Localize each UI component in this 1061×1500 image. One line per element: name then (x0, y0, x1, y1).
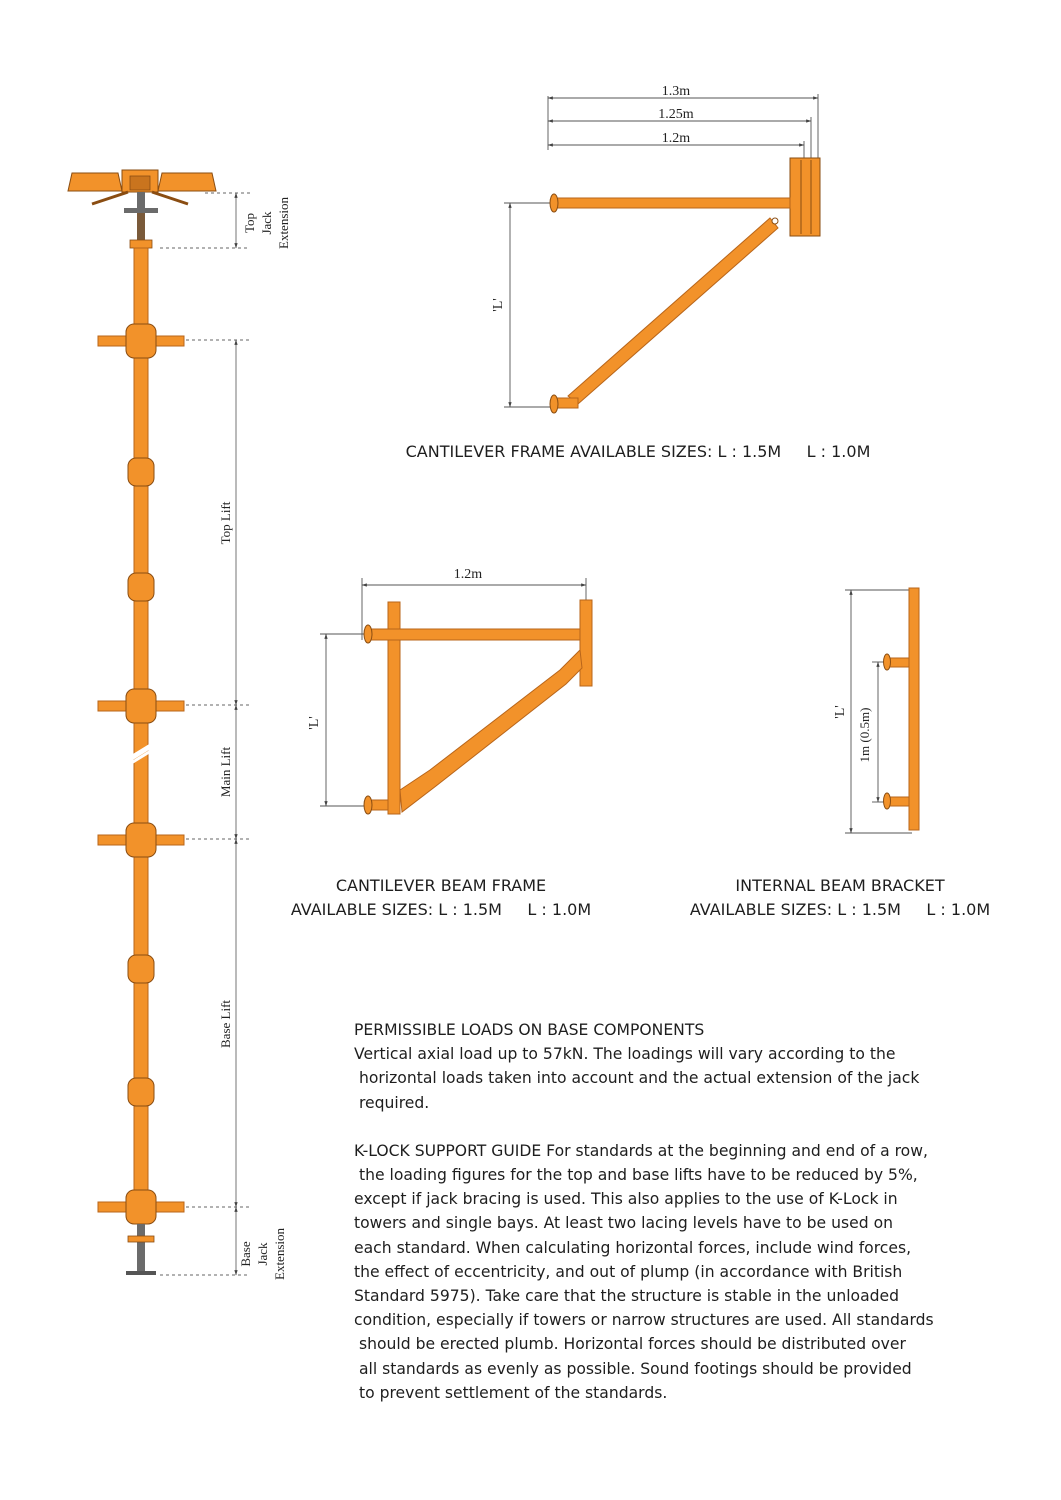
notes-line: Vertical axial load up to 57kN. The loadings will vary according to the (354, 1045, 896, 1064)
notes-line: Standard 5975). Take care that the structure is stable in the unloaded (354, 1287, 900, 1306)
cantilever-frame (491, 84, 820, 413)
standard-dimensions (160, 193, 250, 1275)
node (128, 1078, 154, 1106)
support-guide-block (354, 1139, 994, 1405)
beam-frame-caption-line2: AVAILABLE SIZES: L : 1.5M L : 1.0M (290, 900, 592, 919)
cantilever-dim-2: 1.25m (658, 107, 694, 122)
base-jack-label-line2: Jack (255, 1242, 270, 1266)
cantilever-frame-caption: CANTILEVER FRAME AVAILABLE SIZES: L : 1.5M L : 1.0M (405, 442, 871, 461)
bracket-inner-label: 1m (0.5m) (857, 707, 872, 763)
node (128, 955, 154, 983)
notes-line: each standard. When calculating horizontal forces, include wind forces, (354, 1238, 912, 1257)
internal-beam-bracket (833, 588, 919, 833)
node-with-ledger (98, 823, 184, 857)
top-jack-label-line1: Top (242, 212, 257, 234)
main-lift-label: Main Lift (218, 746, 233, 798)
bracket-l-label: 'L' (833, 705, 848, 719)
notes-line: all standards as evenly as possible. Sound footings should be provided (354, 1359, 912, 1378)
notes-section (354, 1018, 994, 1405)
node (128, 573, 154, 601)
vertical-standard (68, 170, 216, 1275)
top-jack-label-line3: Extension (276, 197, 291, 249)
notes-line: K-LOCK SUPPORT GUIDE For standards at the beginning and end of a row, (354, 1141, 928, 1160)
node-with-ledger (98, 689, 184, 723)
notes-line: condition, especially if towers or narrow structures are used. All standards (354, 1311, 934, 1330)
notes-line: required. (354, 1093, 430, 1112)
notes-line: to prevent settlement of the standards. (354, 1383, 668, 1402)
node-with-ledger (98, 324, 184, 358)
node (128, 458, 154, 486)
node-with-ledger (98, 1190, 184, 1224)
permissible-loads-block (354, 1018, 994, 1115)
base-lift-label: Base Lift (218, 999, 233, 1049)
standard-tube (134, 248, 148, 1213)
cantilever-l-label: 'L' (491, 298, 506, 312)
notes-line: the effect of eccentricity, and out of plump (in accordance with British (354, 1262, 903, 1281)
top-lift-label: Top Lift (218, 501, 233, 545)
notes-line: towers and single bays. At least two lacing levels have to be used on (354, 1214, 893, 1233)
top-jack-label-line2: Jack (259, 211, 274, 235)
bracket-caption-line2: AVAILABLE SIZES: L : 1.5M L : 1.0M (689, 900, 991, 919)
beam-frame-caption-line1: CANTILEVER BEAM FRAME (335, 876, 547, 895)
cantilever-beam-frame (307, 567, 592, 814)
beam-frame-dim: 1.2m (453, 567, 483, 582)
beam-frame-l-label: 'L' (307, 716, 322, 730)
notes-line: horizontal loads taken into account and the actual extension of the jack (354, 1069, 920, 1088)
cantilever-dim-3: 1.2m (661, 131, 691, 146)
base-jack-label-line3: Extension (272, 1228, 287, 1280)
notes-line: the loading figures for the top and base lifts have to be reduced by 5%, (354, 1166, 918, 1185)
base-jack-label-line1: Base (238, 1241, 253, 1267)
paragraph-gap (354, 1115, 994, 1139)
bracket-caption-line1: INTERNAL BEAM BRACKET (735, 876, 945, 895)
notes-line: except if jack bracing is used. This also applies to the use of K-Lock in (354, 1190, 898, 1209)
cantilever-dim-1: 1.3m (661, 84, 691, 99)
u-head-jack (68, 170, 216, 248)
notes-line: should be erected plumb. Horizontal forces should be distributed over (354, 1335, 906, 1354)
notes-line: PERMISSIBLE LOADS ON BASE COMPONENTS (354, 1021, 705, 1039)
base-jack (126, 1224, 156, 1275)
